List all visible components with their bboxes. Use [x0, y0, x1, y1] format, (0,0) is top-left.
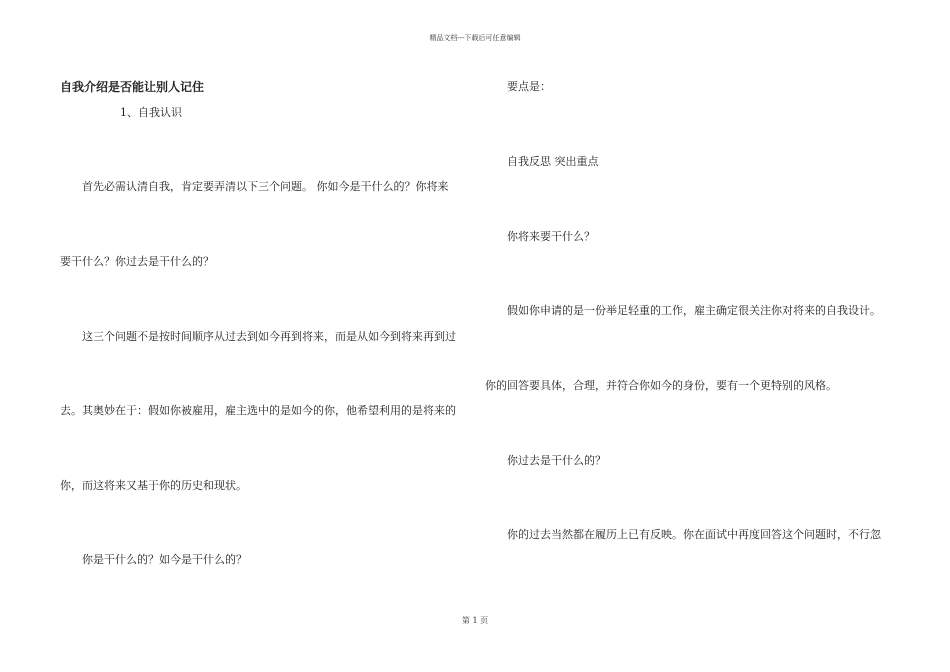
page-footer: 第 1 页	[461, 616, 489, 625]
right-paragraph-line: 你将来要干什么？	[507, 230, 595, 243]
document-title: 自我介绍是否能让别人记住	[60, 80, 205, 94]
left-paragraph-line: 首先必需认清自我，肯定要弄清以下三个问题。 你如今是干什么的？你将来	[82, 180, 449, 193]
left-paragraph-line: 去。其奥妙在于：假如你被雇用，雇主选中的是如今的你，他希望利用的是将来的	[60, 404, 456, 417]
right-paragraph-line: 假如你申请的是一份举足轻重的工作，雇主确定很关注你对将来的自我设计。	[507, 304, 881, 317]
right-paragraph-line: 要点是：	[507, 80, 551, 93]
right-paragraph-line: 你的过去当然都在履历上已有反映。你在面试中再度回答这个问题时，不行忽	[507, 528, 881, 541]
page-header: 精品文档---下载后可任意编辑	[429, 34, 521, 42]
left-paragraph-line: 要干什么？你过去是干什么的？	[60, 255, 214, 268]
right-paragraph-line: 自我反思 突出重点	[507, 155, 599, 168]
right-paragraph-line: 你的回答要具体，合理，并符合你如今的身份，要有一个更特别的风格。	[485, 379, 837, 392]
section-heading: 1、自我认识	[120, 106, 182, 119]
left-paragraph-line: 你是干什么的？如今是干什么的？	[82, 553, 247, 566]
right-paragraph-line: 你过去是干什么的？	[507, 454, 606, 467]
left-paragraph-line: 你，而这将来又基于你的历史和现状。	[60, 479, 247, 492]
left-paragraph-line: 这三个问题不是按时间顺序从过去到如今再到将来，而是从如今到将来再到过	[82, 330, 456, 343]
